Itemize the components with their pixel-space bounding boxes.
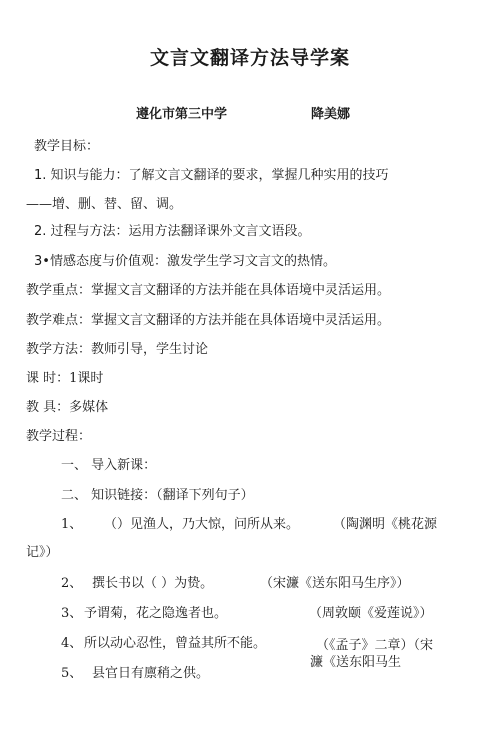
class-hours-value: 1课时: [69, 371, 104, 386]
objective-2-number: 2.: [34, 224, 47, 239]
list-item-3-text: 予谓菊，花之隐逸者也。: [84, 606, 228, 621]
school-name: 遵化市第三中学: [136, 107, 228, 122]
section-2-heading: 二、 知识链接：（翻译下列句子）: [61, 488, 254, 503]
list-item-2-text: 撰长书以（ ）为贽。: [92, 576, 214, 591]
objective-1-number: 1.: [34, 168, 47, 183]
teaching-process: 教学过程：: [26, 429, 92, 444]
objective-3-text: 情感态度与价值观：激发学生学习文言文的热情。: [49, 254, 336, 269]
list-item-1-source: （陶渊明《桃花源: [333, 517, 438, 532]
objective-2: [34, 224, 311, 240]
objectives-heading: 教学目标：: [34, 139, 100, 154]
teaching-tools: 教 具：多媒体: [26, 400, 109, 415]
list-item-3-number: 3、: [61, 606, 83, 621]
list-item-2-number: 2、: [61, 576, 83, 591]
list-item-2-source: （宋濂《送东阳马生序》）: [260, 576, 410, 591]
section-1-heading: 一、 导入新课：: [61, 458, 157, 473]
teaching-method: 教学方法：教师引导，学生讨论: [26, 342, 209, 357]
list-item-3-source: （周敦颐《爱莲说》）: [309, 606, 433, 621]
difficulty-point: 教学难点：掌握文言文翻译的方法并能在具体语境中灵活运用。: [26, 313, 391, 328]
list-item-5-number: 5、: [61, 666, 83, 681]
objective-1: [34, 168, 389, 184]
objective-1-continued: ——增、删、替、留、调。: [26, 197, 183, 212]
list-item-4-source-continued: 濂《送东阳马生: [310, 655, 402, 670]
list-item-5-text: 县官日有廪稍之供。: [92, 666, 210, 681]
class-hours-label: 课 时：: [26, 371, 70, 386]
key-point: 教学重点：掌握文言文翻译的方法并能在具体语境中灵活运用。: [26, 283, 391, 298]
document-title: 文言文翻译方法导学案: [149, 47, 350, 69]
objective-1-text: 知识与能力：了解文言文翻译的要求，掌握几种实用的技巧: [50, 168, 389, 183]
list-item-4-number: 4、: [61, 636, 83, 651]
list-item-4-source: （《孟子》二章）（宋: [316, 638, 434, 653]
list-item-1-source-continued: 记》）: [26, 545, 59, 560]
list-item-4-text: 所以动心忍性，曾益其所不能。: [84, 636, 267, 651]
author-name: 降美娜: [311, 107, 351, 122]
objective-3-number: 3•: [34, 254, 50, 269]
class-hours: [26, 371, 103, 387]
objective-2-text: 过程与方法：运用方法翻译课外文言文语段。: [50, 224, 311, 239]
objective-3: [34, 254, 336, 270]
list-item-1-text: （）见渔人，乃大惊，问所从来。: [104, 517, 300, 532]
list-item-1-number: 1、: [61, 517, 83, 532]
